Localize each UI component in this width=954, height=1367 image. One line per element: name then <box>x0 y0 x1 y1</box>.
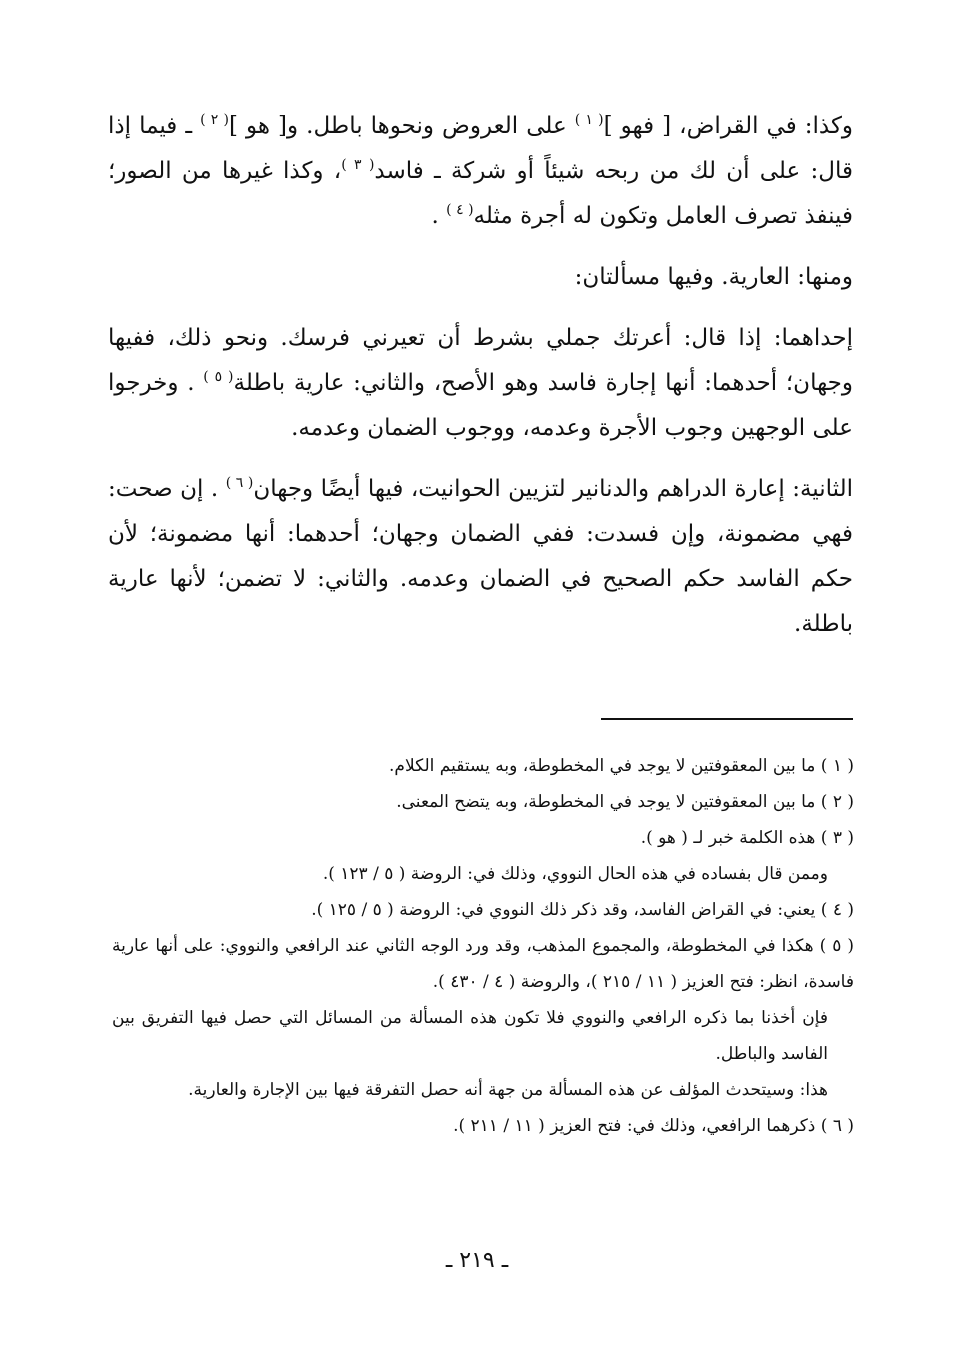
footnote: ( ٢ ) ما بين المعقوفتين لا يوجد في المخطوطة، وبه يتضح المعنى. <box>396 792 854 812</box>
footnote-marker: ( ٢ ) <box>200 112 229 128</box>
footnote-marker: ( ٣ ) <box>341 157 375 173</box>
text-run: على العروض ونحوها باطل. و[ هو ] <box>228 113 575 139</box>
footnote-continuation: وممن قال بفساده في هذه الحال النووي، وذلك في: الروضة ( ٥ / ١٢٣ ). <box>322 864 828 884</box>
body-paragraph <box>108 467 853 647</box>
footnote: ( ١ ) ما بين المعقوفتين لا يوجد في المخطوطة، وبه يستقيم الكلام. <box>389 756 854 776</box>
footnote-continuation: فإن أخذنا بما ذكره الرافعي والنووي فلا تكون هذه المسألة من المسائل التي حصل فيها التفريق بين الفاسد والباطل. <box>112 1008 828 1064</box>
text-run: . إن صحت: فهي مضمونة، وإن فسدت: ففي الضمان وجهان؛ أحدهما: أنها مضمونة؛ لأن حكم الفاسد حكم الصحيح في الضمان وعدمه. والثاني: لا تضمن؛ لأنها عارية باطلة. <box>108 476 853 637</box>
page-number: ـ ٢١٩ ـ <box>445 1248 509 1273</box>
footnote-marker: ( ٥ ) <box>203 369 234 385</box>
main-text <box>108 104 853 663</box>
footnote: ( ٣ ) هذه الكلمة خبر لـ ( هو ). <box>640 828 854 848</box>
text-run: . <box>431 203 447 229</box>
body-paragraph <box>108 316 853 451</box>
footnote-separator <box>601 718 853 720</box>
footnote: ( ٤ ) يعني: في القراض الفاسد، وقد ذكر ذلك النووي في: الروضة ( ٥ / ١٢٥ ). <box>311 900 854 920</box>
footnote-marker: ( ٦ ) <box>225 475 254 491</box>
footnote-marker: ( ٤ ) <box>446 202 474 218</box>
text-run: ، وكذا غيرها من الصور؛ فينفذ تصرف العامل وتكون له أجرة مثله <box>108 158 853 229</box>
text-run: وكذا: في القراض، [ فهو ] <box>603 113 854 139</box>
text-run: ومنها: العارية. وفيها مسألتان: <box>574 264 853 290</box>
body-paragraph <box>108 255 853 300</box>
text-run: إحداهما: إذا قال: أعرتك جملي بشرط أن تعيرني فرسك. ونحو ذلك، ففيها وجهان؛ أحدهما: أنها إجارة فاسد وهو الأصح، والثاني: عارية باطلة <box>108 325 854 396</box>
footnote: ( ٦ ) ذكرهما الرافعي، وذلك في: فتح العزيز ( ١١ / ٢١١ ). <box>453 1116 854 1136</box>
footnote: ( ٥ ) هكذا في المخطوطة، والمجموع المذهب، وقد ورد الوجه الثاني عند الرافعي والنووي: على أنها عارية فاسدة، انظر: فتح العزيز ( ١١ / ٢١٥ )، والروضة ( ٤ / ٤٣٠ ). <box>112 936 854 992</box>
footnotes <box>112 748 854 1144</box>
footnote-continuation: هذا: وسيتحدث المؤلف عن هذه المسألة من جهة أنه حصل التفرقة فيها بين الإجارة والعارية. <box>188 1080 828 1100</box>
body-paragraph <box>108 104 853 239</box>
text-run: الثانية: إعارة الدراهم والدنانير لتزيين الحوانيت، فيها أيضًا وجهان <box>253 476 853 502</box>
text-run: . وخرجوا على الوجهين وجوب الأجرة وعدمه، ووجوب الضمان وعدمه. <box>108 370 853 441</box>
footnote-marker: ( ١ ) <box>574 112 604 128</box>
text-run: ـ فيما إذا قال: على أن لك من ربحه شيئاً أو شركة ـ فاسد <box>108 113 853 184</box>
